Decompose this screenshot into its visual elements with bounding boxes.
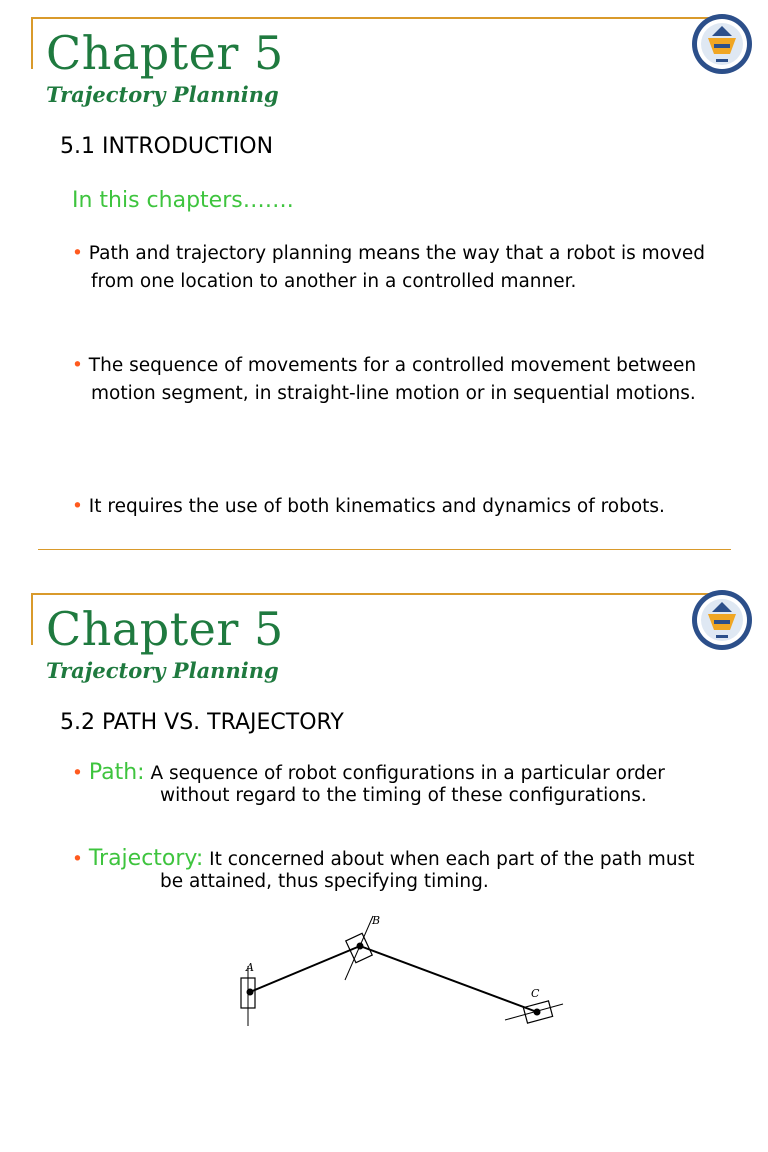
definition-continuation: without regard to the timing of these configurations. bbox=[160, 785, 647, 806]
point-c bbox=[534, 1009, 541, 1016]
path-segment-ab bbox=[250, 946, 360, 992]
intro-text: In this chapters……. bbox=[72, 188, 294, 213]
bullet-text: The sequence of movements for a controlled movement between bbox=[82, 355, 697, 376]
point-a bbox=[247, 989, 254, 996]
bullet-continuation: motion segment, in straight-line motion or in sequential motions. bbox=[91, 383, 696, 404]
definition-item bbox=[72, 762, 752, 807]
bullet-item bbox=[72, 493, 742, 521]
point-b bbox=[357, 943, 364, 950]
chapter-subtitle: Trajectory Planning bbox=[46, 82, 279, 107]
path-segment-bc bbox=[360, 946, 537, 1012]
bullet-dot: • bbox=[72, 355, 83, 376]
section-heading: 5.1 INTRODUCTION bbox=[60, 134, 274, 159]
path-diagram bbox=[225, 908, 565, 1028]
definition-term: Path: bbox=[88, 760, 145, 785]
slide-frame-left bbox=[31, 593, 33, 645]
bullet-dot: • bbox=[72, 763, 83, 784]
chapter-subtitle: Trajectory Planning bbox=[46, 658, 279, 683]
bullet-continuation: from one location to another in a controlled manner. bbox=[91, 271, 577, 292]
slide-frame-top bbox=[31, 17, 711, 19]
bullet-dot: • bbox=[72, 496, 83, 517]
bullet-dot: • bbox=[72, 849, 83, 870]
slide-frame-bottom bbox=[38, 549, 731, 550]
definition-text: A sequence of robot configurations in a particular order bbox=[144, 763, 665, 784]
label-c: C bbox=[531, 987, 540, 1000]
definition-text: It concerned about when each part of the path must bbox=[203, 849, 695, 870]
slide-2 bbox=[0, 576, 768, 1152]
slide-frame-left bbox=[31, 17, 33, 69]
slide-frame-top bbox=[31, 593, 711, 595]
bullet-dot: • bbox=[72, 243, 83, 264]
university-seal-icon bbox=[690, 12, 754, 76]
label-a: A bbox=[246, 961, 254, 974]
definition-continuation: be attained, thus specifying timing. bbox=[160, 871, 489, 892]
bullet-item bbox=[72, 240, 742, 296]
definition-item bbox=[72, 848, 752, 893]
section-heading: 5.2 PATH VS. TRAJECTORY bbox=[60, 710, 344, 735]
bullet-text: Path and trajectory planning means the way that a robot is moved bbox=[82, 243, 706, 264]
chapter-title: Chapter 5 bbox=[46, 602, 284, 656]
bullet-item bbox=[72, 352, 742, 408]
bullet-text: It requires the use of both kinematics and dynamics of robots. bbox=[82, 496, 665, 517]
chapter-title: Chapter 5 bbox=[46, 26, 284, 80]
university-seal-icon bbox=[690, 588, 754, 652]
label-b: B bbox=[372, 914, 381, 927]
definition-term: Trajectory: bbox=[88, 846, 204, 871]
